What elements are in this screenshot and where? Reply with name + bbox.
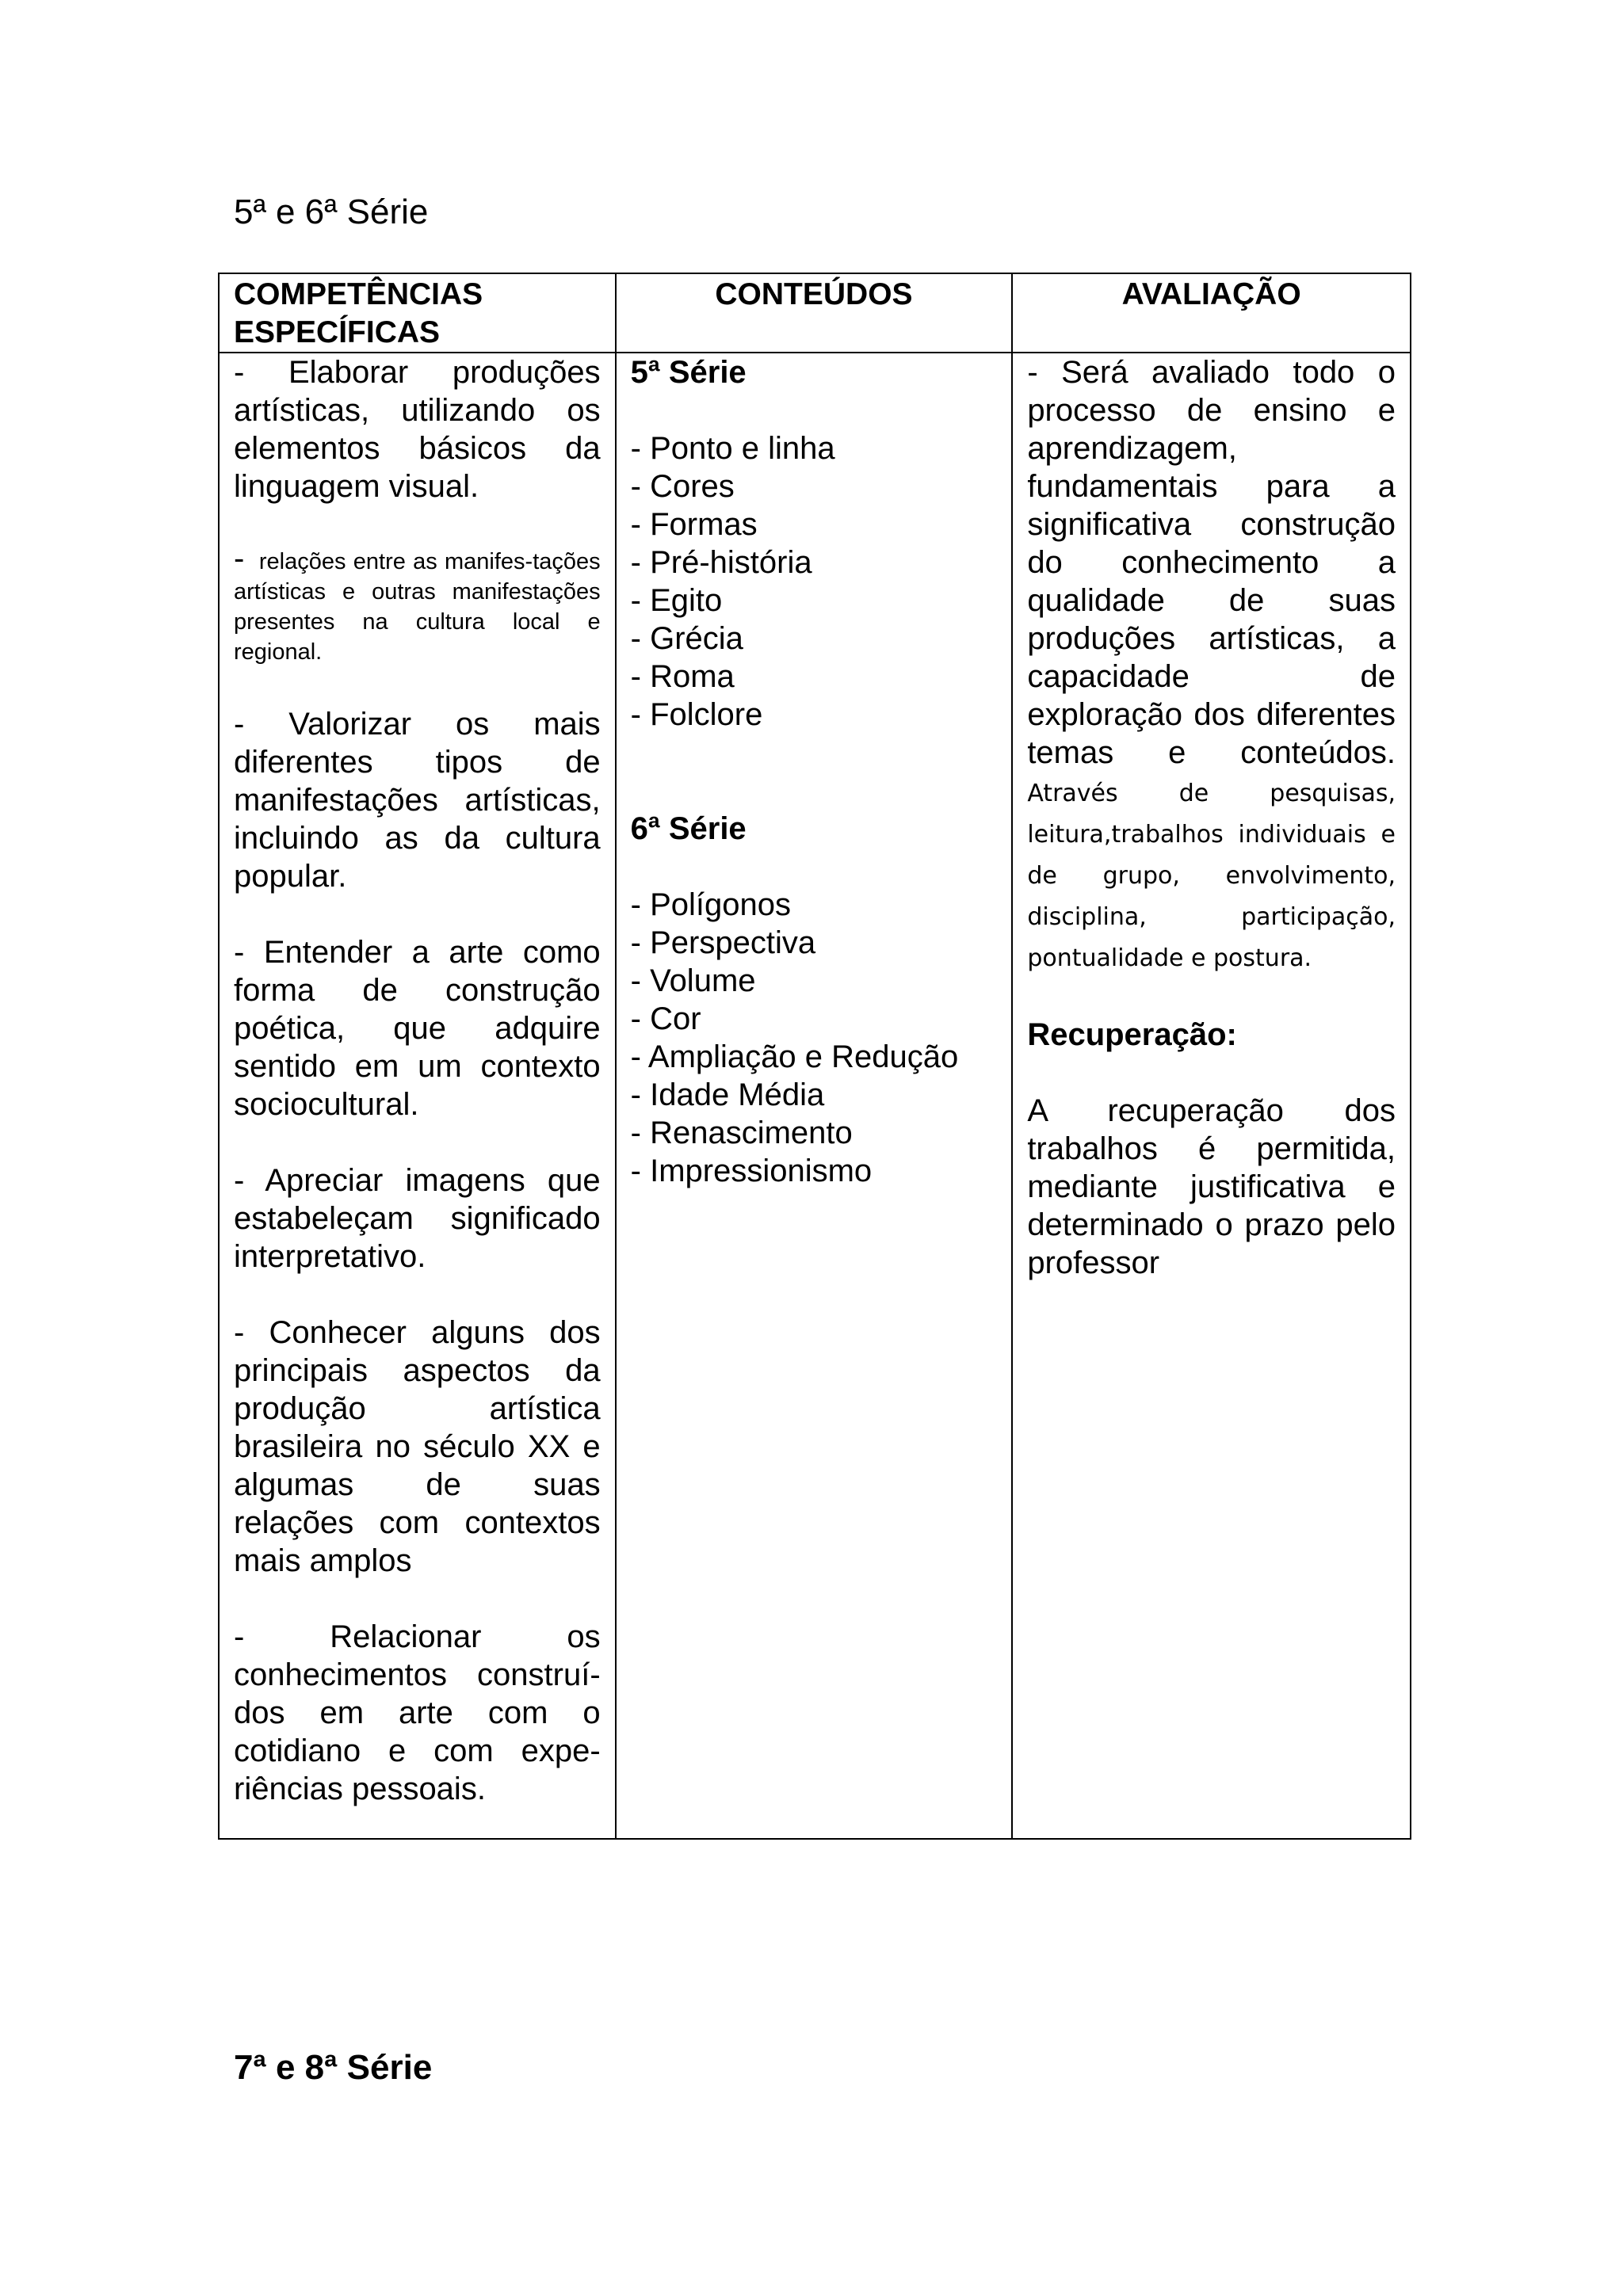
list-item: - Grécia — [630, 621, 743, 656]
table-header-row — [219, 273, 1411, 353]
serie5-title: 5ª Série — [630, 355, 747, 390]
list-item: - Impressionismo — [630, 1154, 873, 1188]
competencia-small-text: relações entre as manifes-tações artísticas e outras manifestações presentes na cultura local e regional. — [234, 549, 601, 665]
list-item: - Pré-história — [630, 545, 812, 580]
avaliacao-main: - Será avaliado todo o processo de ensino e aprendizagem, fundamentais para a significativa construção do conhecimento a qualidade de suas produções artísticas, a capacidade de exploração dos diferentes temas e conteúdos. — [1027, 355, 1396, 770]
header-competencias: COMPETÊNCIAS ESPECÍFICAS — [219, 273, 616, 353]
recuperacao-title: Recuperação: — [1027, 1017, 1237, 1052]
list-item: - Polígonos — [630, 887, 791, 922]
section-title-5-6: 5ª e 6ª Série — [234, 193, 429, 231]
list-item: - Cor — [630, 1001, 701, 1036]
competencia-item: - Conhecer alguns dos principais aspectos da produção artística brasileira no século XX e algumas de suas relações com contextos mais amplos — [234, 1315, 601, 1578]
competencia-item: - Apreciar imagens que estabeleçam significado interpretativo. — [234, 1163, 601, 1274]
curriculum-table — [218, 273, 1411, 1840]
serie6-title: 6ª Série — [630, 811, 747, 846]
serie5-list — [631, 429, 998, 734]
competencia-item: - Elaborar produções artísticas, utilizando os elementos básicos da linguagem visual. — [234, 355, 601, 504]
section-title-7-8: 7ª e 8ª Série — [234, 2048, 433, 2087]
list-item: - Renascimento — [630, 1116, 853, 1150]
list-item: - Roma — [630, 659, 735, 694]
serie6-list — [631, 886, 998, 1190]
table-body-row — [219, 353, 1411, 1839]
avaliacao-text — [1027, 353, 1396, 978]
list-item: - Egito — [630, 583, 723, 618]
avaliacao-small: Através de pesquisas, leitura,trabalhos individuais e de grupo, envolvimento, disciplina, participação, pontualidade e postura. — [1027, 780, 1396, 972]
cell-conteudos — [616, 353, 1013, 1839]
list-item: - Volume — [630, 963, 756, 998]
competencia-item: - Relacionar os conhecimentos construí-dos em arte com o cotidiano e com expe-riências pessoais. — [234, 1619, 601, 1806]
cell-competencias — [219, 353, 616, 1839]
competencia-item-small — [234, 543, 601, 667]
header-conteudos: CONTEÚDOS — [616, 273, 1013, 353]
cell-avaliacao — [1012, 353, 1411, 1839]
list-item: - Folclore — [630, 697, 763, 732]
recuperacao-text: A recuperação dos trabalhos é permitida, mediante justificativa e determinado o prazo pelo professor — [1027, 1093, 1396, 1280]
header-avaliacao: AVALIAÇÃO — [1012, 273, 1411, 353]
competencia-item: - Valorizar os mais diferentes tipos de manifestações artísticas, incluindo as da cultura popular. — [234, 707, 601, 894]
list-item: - Ponto e linha — [630, 431, 835, 466]
list-item: - Idade Média — [630, 1077, 825, 1112]
list-item: - Cores — [630, 469, 735, 504]
competencia-item: - Entender a arte como forma de construção poética, que adquire sentido em um contexto sociocultural. — [234, 935, 601, 1122]
list-item: - Ampliação e Redução — [630, 1039, 959, 1074]
list-item: - Perspectiva — [630, 925, 816, 960]
list-item: - Formas — [630, 507, 758, 542]
dash-glyph: - — [234, 541, 245, 576]
